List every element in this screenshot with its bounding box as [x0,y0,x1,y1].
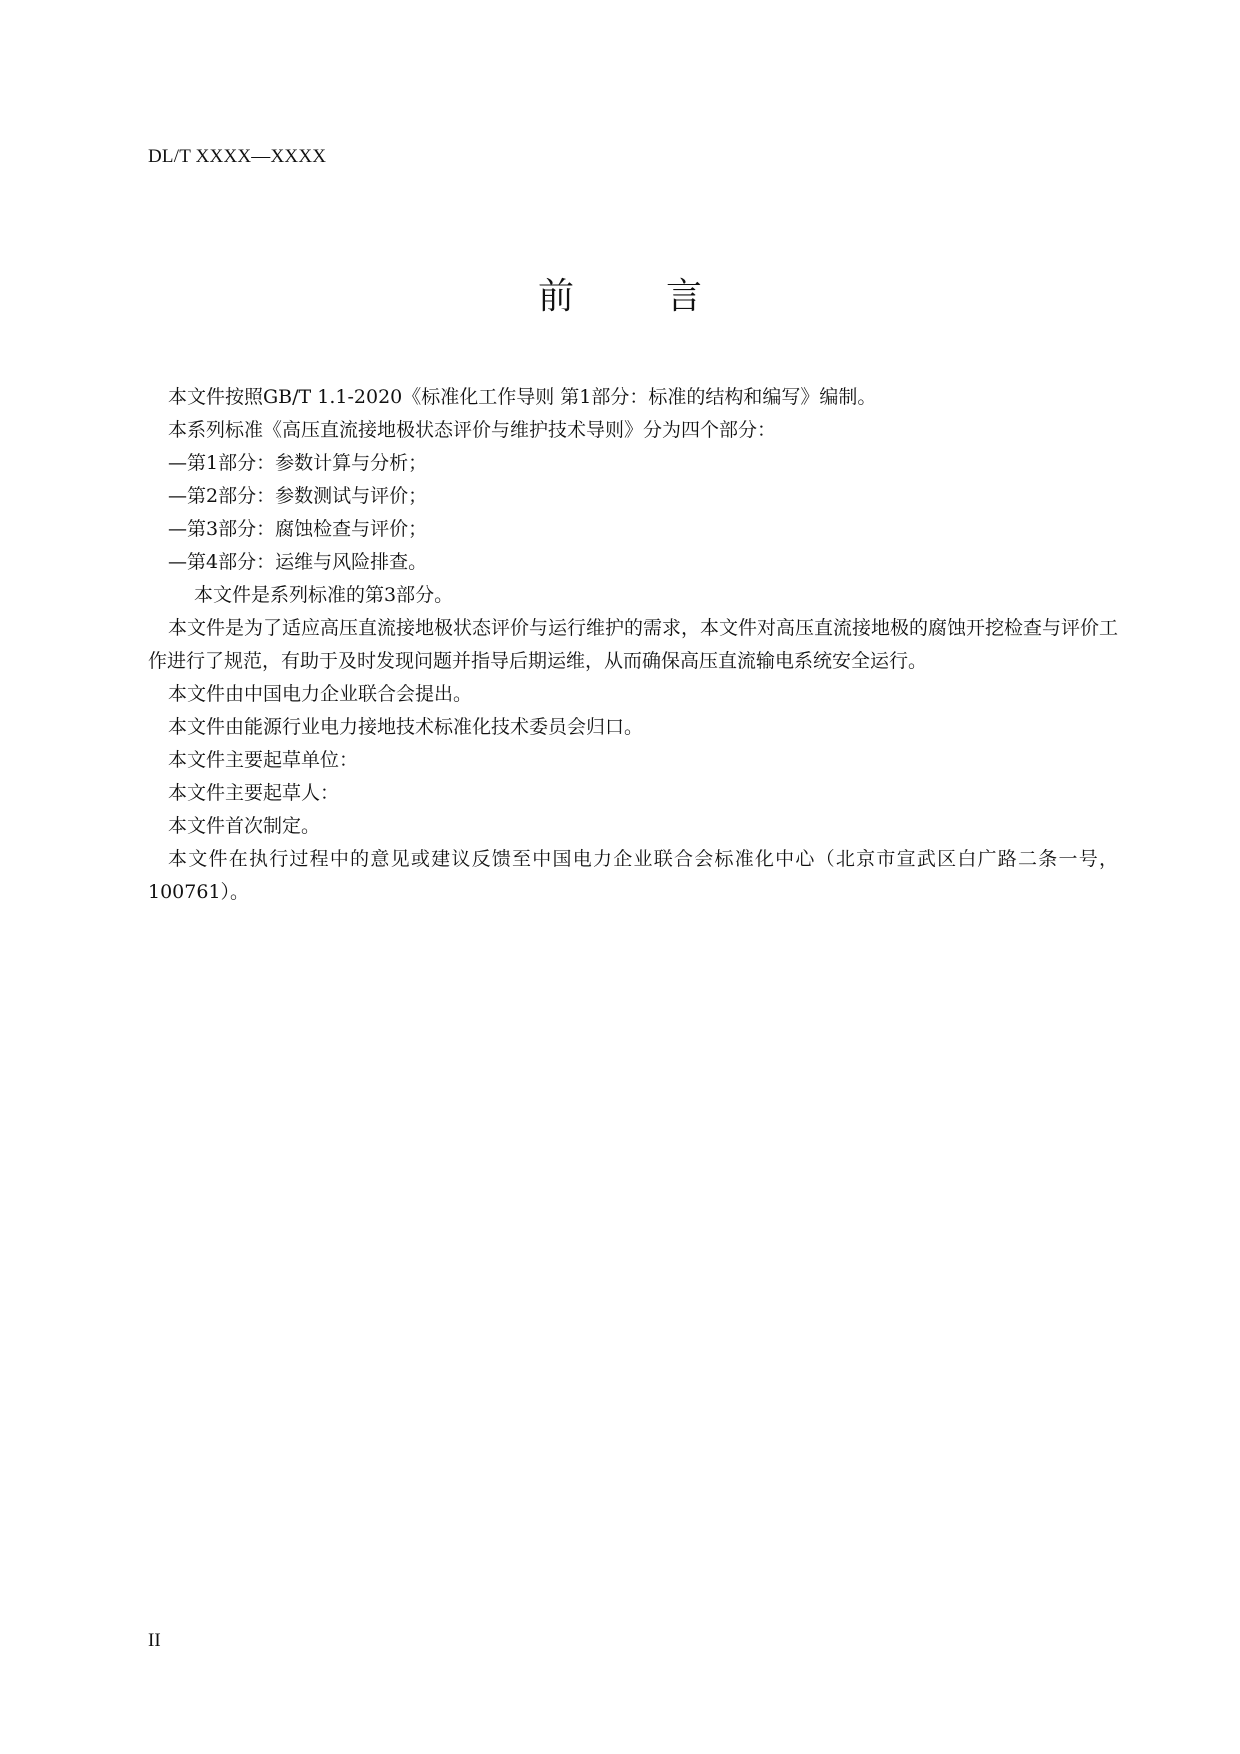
paragraph-first-edition: 本文件首次制定。 [168,815,321,837]
paragraph-drafting-rules: 本文件按照GB/T 1.1-2020《标准化工作导则 第1部分：标准的结构和编写》编制。 [168,386,877,408]
preface-body [148,381,1118,909]
list-item-part-4: —第4部分：运维与风险排查。 [168,551,428,573]
paragraph-drafting-units: 本文件主要起草单位： [168,749,359,771]
list-item-part-3: —第3部分：腐蚀检查与评价； [168,518,428,540]
page-title: 前 言 [537,276,730,317]
paragraph-feedback: 本文件在执行过程中的意见或建议反馈至中国电力企业联合会标准化中心（北京市宣武区白广路二条一号，100761）。 [148,848,1118,903]
list-item-part-2: —第2部分：参数测试与评价； [168,485,428,507]
paragraph-series-intro: 本系列标准《高压直流接地极状态评价与维护技术导则》分为四个部分： [168,419,777,441]
paragraph-part-number: 本文件是系列标准的第3部分。 [194,584,454,606]
list-item-part-1: —第1部分：参数计算与分析； [168,452,428,474]
paragraph-proposer: 本文件由中国电力企业联合会提出。 [168,683,473,705]
document-code-header: DL/T XXXX—XXXX [148,146,327,167]
paragraph-drafters: 本文件主要起草人： [168,782,340,804]
paragraph-purpose: 本文件是为了适应高压直流接地极状态评价与运行维护的需求，本文件对高压直流接地极的腐蚀开挖检查与评价工作进行了规范，有助于及时发现问题并指导后期运维，从而确保高压直流输电系统安全运行。 [148,617,1119,672]
paragraph-committee: 本文件由能源行业电力接地技术标准化技术委员会归口。 [168,716,644,738]
page-number: II [148,1630,161,1651]
